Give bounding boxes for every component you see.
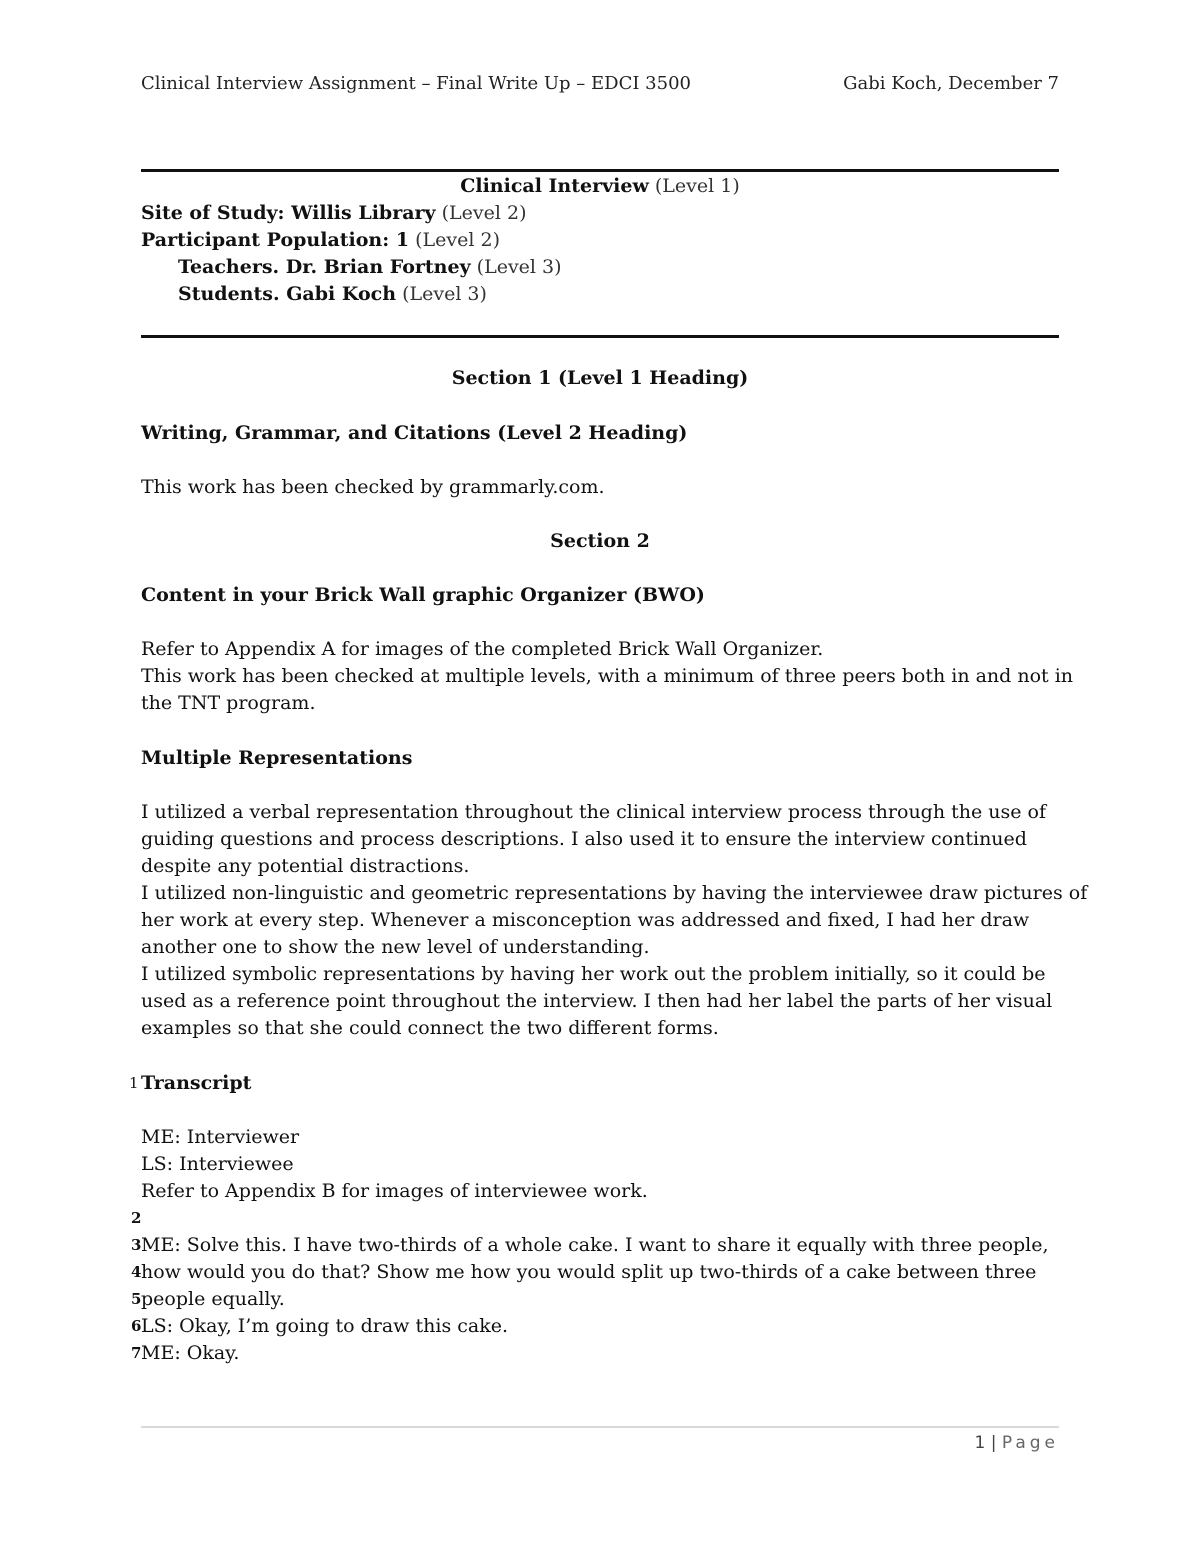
section1-text: This work has been checked by grammarly.com.	[141, 476, 605, 498]
title-block-bottom-rule	[141, 335, 1059, 338]
transcript-heading	[141, 1070, 251, 1097]
title-block-top-rule	[141, 169, 1059, 172]
section2-subheading-text: Content in your Brick Wall graphic Organizer (BWO)	[141, 584, 705, 606]
site-of-study: Site of Study: Willis Library	[141, 202, 436, 224]
teachers: Teachers. Dr. Brian Fortney	[178, 256, 471, 278]
transcript-line: ME: Okay.	[141, 1342, 240, 1364]
site-level: (Level 2)	[441, 202, 527, 224]
line-number: 3	[131, 1236, 142, 1254]
section2-heading	[141, 528, 1059, 555]
paragraph-line: despite any potential distractions.	[141, 855, 470, 877]
paragraph-line: another one to show the new level of understanding.	[141, 936, 650, 958]
population-level: (Level 2)	[415, 229, 501, 251]
multiple-representations-heading	[141, 745, 412, 772]
section1-subheading	[141, 420, 687, 447]
page-footer	[974, 1433, 1059, 1453]
paragraph-line: used as a reference point throughout the interview. I then had her label the parts of her visual	[141, 990, 1053, 1012]
section2-line: Refer to Appendix A for images of the completed Brick Wall Organizer.	[141, 638, 824, 660]
paragraph-line: guiding questions and process descriptions. I also used it to ensure the interview continued	[141, 828, 1027, 850]
header-title: Clinical Interview Assignment – Final Write Up – EDCI 3500	[141, 73, 691, 94]
section2-heading-text: Section 2	[550, 530, 650, 552]
multiple-representations-heading-text: Multiple Representations	[141, 747, 413, 769]
page-number: 1	[974, 1433, 986, 1453]
transcript-legend-line: LS: Interviewee	[141, 1153, 294, 1175]
transcript-line: LS: Okay, I’m going to draw this cake.	[141, 1315, 508, 1337]
title-level: (Level 1)	[654, 175, 740, 197]
document-title: Clinical Interview	[460, 175, 649, 197]
transcript-legend-line: Refer to Appendix B for images of interviewee work.	[141, 1180, 648, 1202]
line-number: 7	[131, 1344, 142, 1362]
line-number: 6	[131, 1317, 142, 1335]
site-line	[141, 200, 527, 227]
section2-subheading	[141, 582, 705, 609]
transcript-line: how would you do that? Show me how you would split up two-thirds of a cake between three	[141, 1261, 1037, 1283]
paragraph-line: I utilized a verbal representation throughout the clinical interview process through the use of	[141, 801, 1047, 823]
paragraph-line: her work at every step. Whenever a misconception was addressed and fixed, I had her draw	[141, 909, 1030, 931]
paragraph-line: I utilized symbolic representations by having her work out the problem initially, so it could be	[141, 963, 1046, 985]
section1-subheading-text: Writing, Grammar, and Citations (Level 2 Heading)	[141, 422, 688, 444]
section1-heading-text: Section 1 (Level 1 Heading)	[451, 367, 749, 389]
section2-line: This work has been checked at multiple levels, with a minimum of three peers both in and not in	[141, 665, 1074, 687]
line-number: 4	[131, 1263, 142, 1281]
footer-rule	[141, 1426, 1059, 1428]
population-line	[141, 227, 500, 254]
transcript-line: people equally.	[141, 1288, 285, 1310]
teachers-level: (Level 3)	[476, 256, 562, 278]
paragraph-line: I utilized non-linguistic and geometric representations by having the interviewee draw pictures of	[141, 882, 1088, 904]
footer-separator: |	[990, 1433, 997, 1453]
line-number: 2	[131, 1209, 142, 1227]
students: Students. Gabi Koch	[178, 283, 397, 305]
section2-line: the TNT program.	[141, 692, 316, 714]
students-level: (Level 3)	[402, 283, 487, 305]
transcript-heading-text: Transcript	[141, 1072, 252, 1094]
page-word: Page	[1001, 1433, 1059, 1453]
paragraph-line: examples so that she could connect the two different forms.	[141, 1017, 719, 1039]
teachers-line	[178, 254, 562, 281]
transcript-line: ME: Solve this. I have two-thirds of a whole cake. I want to share it equally with three people,	[141, 1234, 1049, 1256]
transcript-legend-line: ME: Interviewer	[141, 1126, 300, 1148]
students-line	[178, 281, 487, 308]
header-author-date: Gabi Koch, December 7	[843, 73, 1059, 94]
title-line	[141, 173, 1059, 200]
participant-population: Participant Population: 1	[141, 229, 410, 251]
section1-heading	[141, 365, 1059, 392]
line-number: 1	[129, 1074, 139, 1092]
line-number: 5	[131, 1290, 142, 1308]
